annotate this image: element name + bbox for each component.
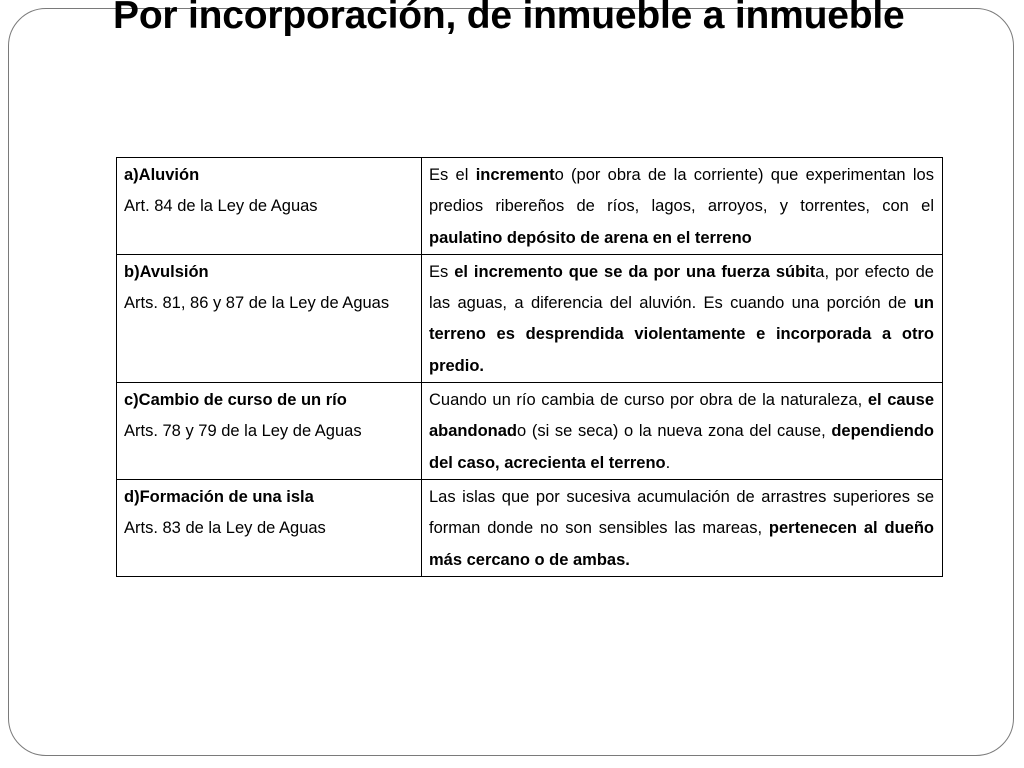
term-cell bbox=[117, 479, 422, 576]
definition-emphasis: dependiendo del caso, acrecienta el terreno bbox=[429, 422, 934, 472]
definition-text: Es el bbox=[429, 166, 476, 184]
term-cell bbox=[117, 158, 422, 255]
definition-emphasis: un terreno es desprendida violentamente e incorporada a otro predio. bbox=[429, 294, 934, 375]
definition-emphasis: el incremento que se da por una fuerza súbit bbox=[454, 262, 816, 281]
term-cell bbox=[117, 254, 422, 382]
law-reference: Arts. 78 y 79 de la Ley de Aguas bbox=[124, 422, 362, 441]
definition-emphasis: pertenecen al dueño más cercano o de ambas. bbox=[429, 519, 934, 569]
table-row bbox=[117, 479, 943, 576]
law-reference: Arts. 83 de la Ley de Aguas bbox=[124, 519, 326, 538]
law-reference: Arts. 81, 86 y 87 de la Ley de Aguas bbox=[124, 294, 390, 313]
definition-text: Es bbox=[429, 262, 455, 281]
table-row bbox=[117, 158, 943, 255]
slide-title: Por incorporación, de inmueble a inmueble bbox=[113, 0, 905, 37]
definition-cell bbox=[422, 479, 943, 576]
definition-text: Cuando un río cambia de curso por obra de la naturaleza, bbox=[429, 391, 868, 410]
definition-cell bbox=[422, 254, 943, 382]
definition-emphasis: paulatino depósito de arena en el terreno bbox=[429, 228, 752, 247]
definition-text: o (por obra de la corriente) que experimentan los predios ribereños de ríos, lagos, arroyos, y torrentes, con el bbox=[429, 166, 934, 216]
definition-text: o (si se seca) o la nueva zona del cause, bbox=[517, 422, 832, 441]
term-label: c)Cambio de curso de un río bbox=[124, 391, 347, 410]
table-row bbox=[117, 254, 943, 382]
law-reference: Art. 84 de la Ley de Aguas bbox=[124, 197, 318, 216]
term-label: a)Aluvión bbox=[124, 166, 200, 184]
table-row bbox=[117, 383, 943, 480]
definition-text: . bbox=[665, 453, 671, 472]
term-label: d)Formación de una isla bbox=[124, 487, 314, 506]
articles-table bbox=[116, 157, 943, 577]
definition-cell bbox=[422, 383, 943, 480]
definition-text: Las islas que por sucesiva acumulación de arrastres superiores se forman donde no son sensibles las mareas, bbox=[429, 487, 934, 538]
definition-cell bbox=[422, 158, 943, 255]
definition-emphasis: increment bbox=[475, 166, 555, 184]
term-label: b)Avulsión bbox=[124, 262, 209, 281]
term-cell bbox=[117, 383, 422, 480]
definition-emphasis: el cause abandonad bbox=[429, 391, 934, 441]
definition-text: a, por efecto de las aguas, a diferencia del aluvión. Es cuando una porción de bbox=[429, 262, 934, 313]
